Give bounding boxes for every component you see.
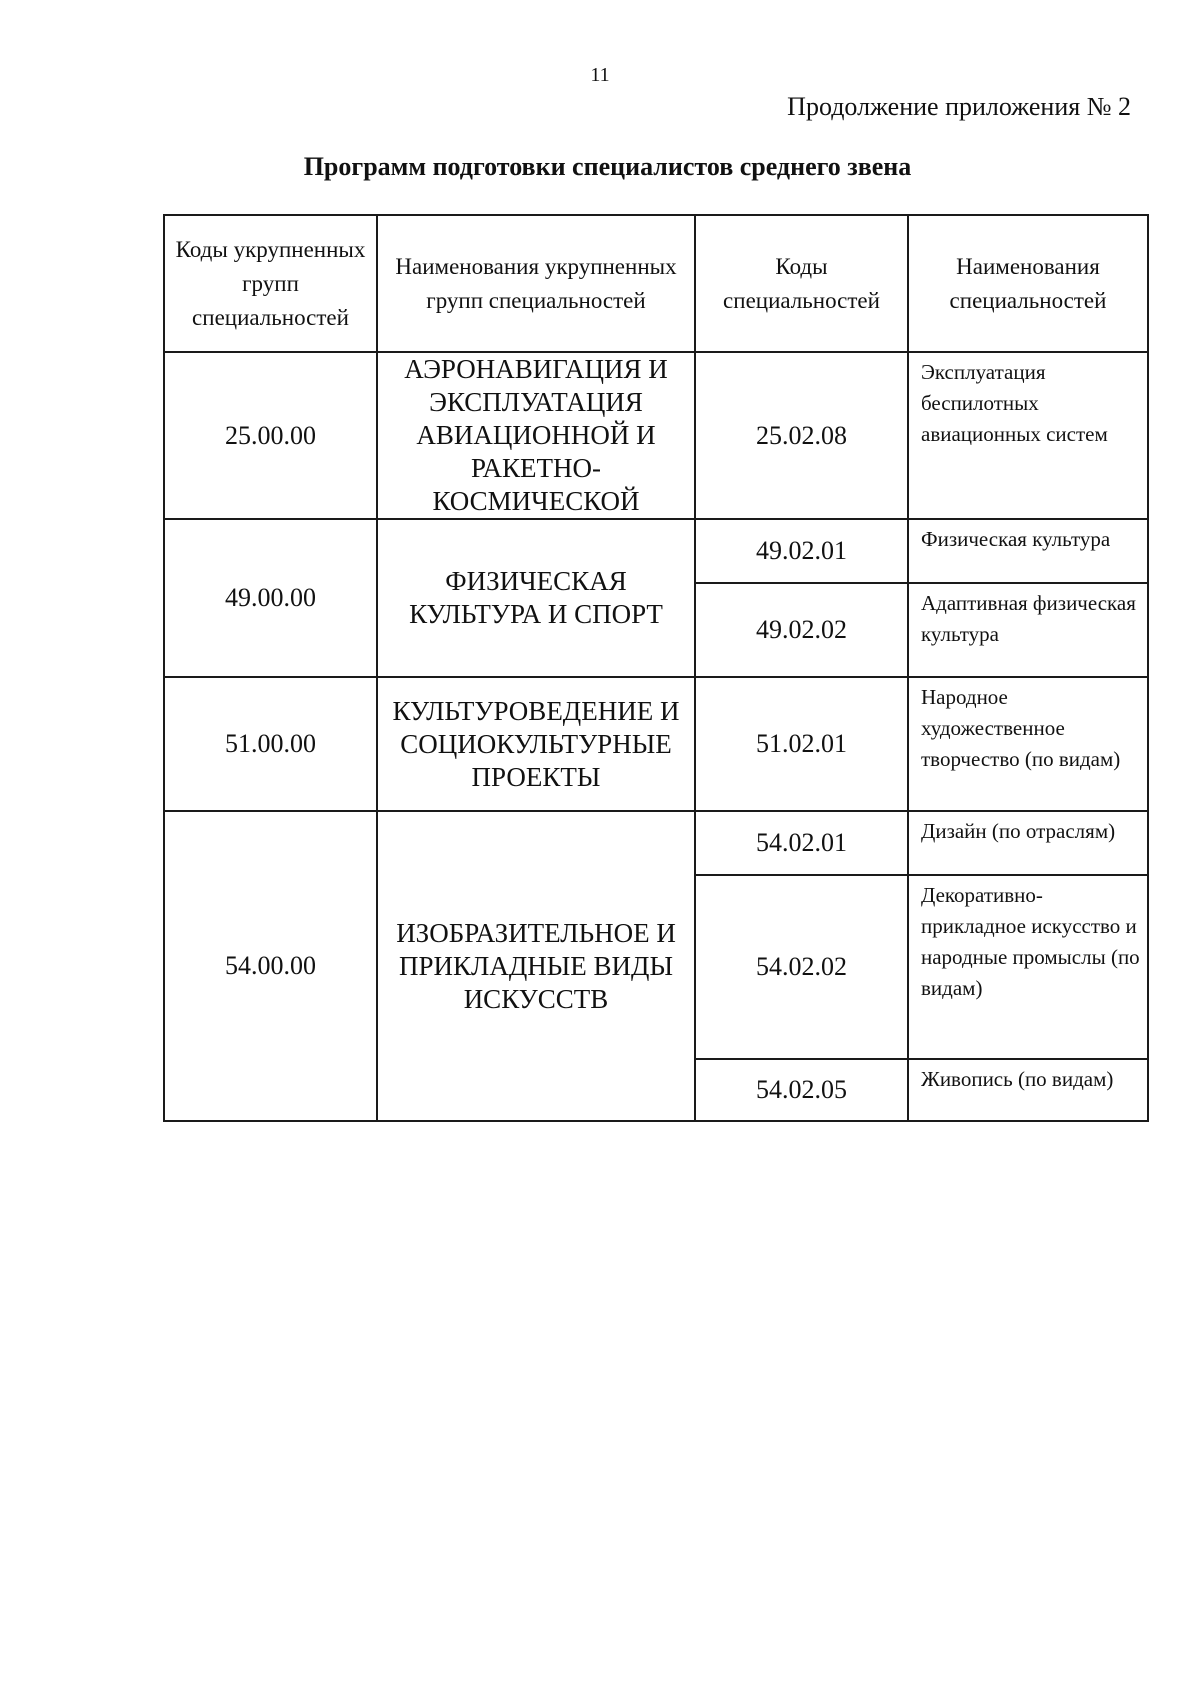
specialty-code: 25.02.08 xyxy=(695,352,908,519)
group-name: ИЗОБРАЗИТЕЛЬНОЕ И ПРИКЛАДНЫЕ ВИДЫ ИСКУССТВ xyxy=(377,811,695,1121)
table-row xyxy=(164,352,1148,519)
specialty-code: 54.02.02 xyxy=(695,875,908,1059)
specialty-code: 49.02.01 xyxy=(695,519,908,583)
group-code: 25.00.00 xyxy=(164,352,377,519)
table-row xyxy=(164,677,1148,811)
specialty-name: Физическая культура xyxy=(908,519,1148,583)
group-name: ФИЗИЧЕСКАЯ КУЛЬТУРА И СПОРТ xyxy=(377,519,695,677)
table-header-row xyxy=(164,215,1148,352)
specialty-name: Эксплуатация беспилотных авиационных систем xyxy=(908,352,1148,519)
specialty-code: 51.02.01 xyxy=(695,677,908,811)
document-title: Программ подготовки специалистов среднего звена xyxy=(303,152,912,181)
column-header-specialty-code: Коды специальностей xyxy=(695,215,908,352)
group-code: 51.00.00 xyxy=(164,677,377,811)
column-header-group-code: Коды укрупненных групп специальностей xyxy=(164,215,377,352)
specialty-name: Декоративно-прикладное искусство и народные промыслы (по видам) xyxy=(908,875,1148,1059)
group-code: 54.00.00 xyxy=(164,811,377,1121)
specialty-name: Живопись (по видам) xyxy=(908,1059,1148,1121)
group-code: 49.00.00 xyxy=(164,519,377,677)
specialty-name: Адаптивная физическая культура xyxy=(908,583,1148,677)
specialties-table xyxy=(163,214,1149,1122)
column-header-group-name: Наименования укрупненных групп специальностей xyxy=(377,215,695,352)
specialty-name: Народное художественное творчество (по видам) xyxy=(908,677,1148,811)
specialty-code: 54.02.01 xyxy=(695,811,908,875)
column-header-specialty-name: Наименования специальностей xyxy=(908,215,1148,352)
page-number: 11 xyxy=(590,64,610,86)
group-name: КУЛЬТУРОВЕДЕНИЕ И СОЦИОКУЛЬТУРНЫЕ ПРОЕКТЫ xyxy=(377,677,695,811)
table-row xyxy=(164,811,1148,875)
specialty-code: 49.02.02 xyxy=(695,583,908,677)
specialty-name: Дизайн (по отраслям) xyxy=(908,811,1148,875)
specialty-code: 54.02.05 xyxy=(695,1059,908,1121)
appendix-note: Продолжение приложения № 2 xyxy=(787,92,1131,121)
table-row xyxy=(164,519,1148,583)
group-name: АЭРОНАВИГАЦИЯ И ЭКСПЛУАТАЦИЯ АВИАЦИОННОЙ И РАКЕТНО-КОСМИЧЕСКОЙ xyxy=(377,352,695,519)
